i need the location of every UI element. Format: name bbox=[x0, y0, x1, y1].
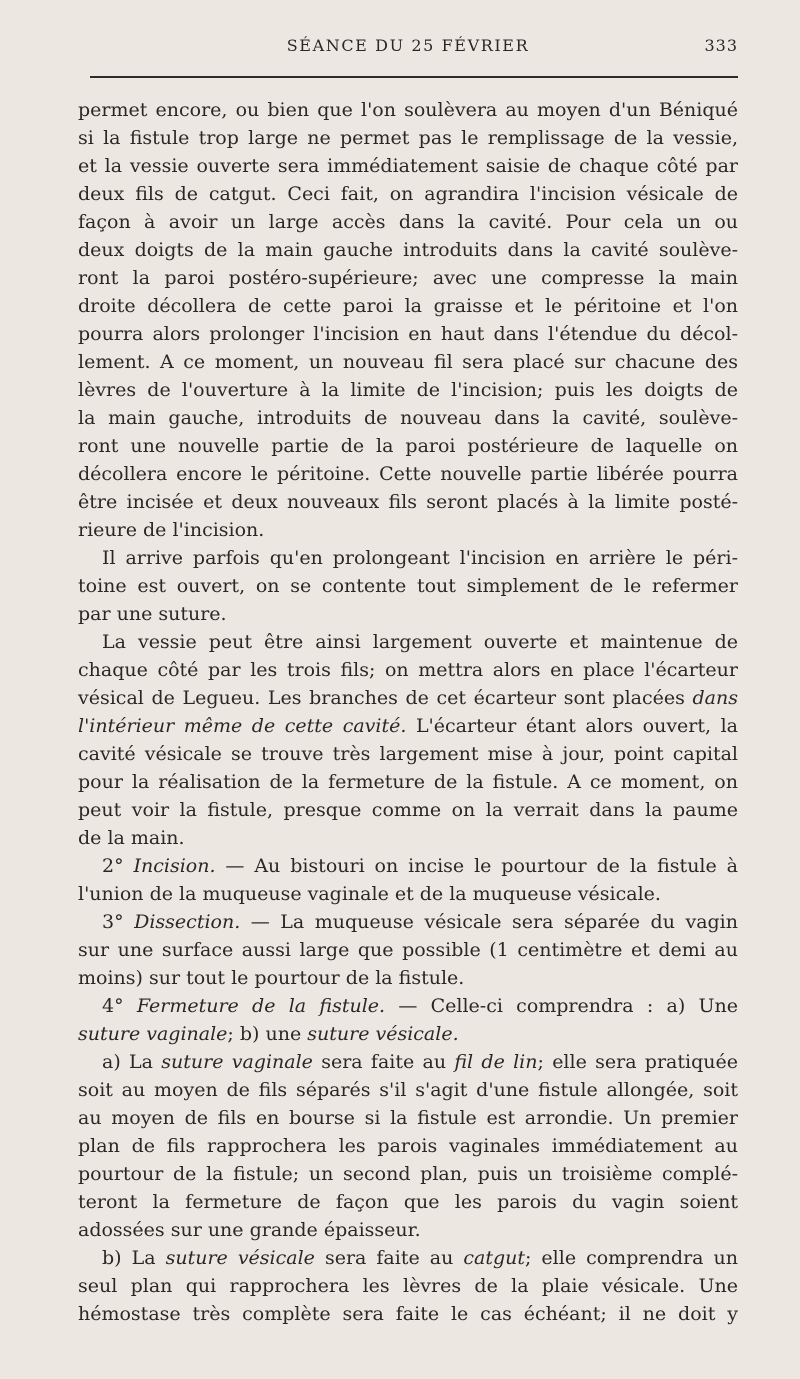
text-line: a) La suture vaginale sera faite au fil de lin; elle sera pratiquée bbox=[102, 1051, 738, 1073]
text-line: décollera encore le péritoine. Cette nouvelle partie libérée pourra bbox=[78, 463, 738, 485]
text-line: ront la paroi postéro-supérieure; avec une compresse la main bbox=[78, 267, 738, 289]
text-line: adossées sur une grande épaisseur. bbox=[78, 1219, 421, 1241]
text-line: être incisée et deux nouveaux fils seront placés à la limite posté- bbox=[78, 491, 738, 513]
body-text bbox=[78, 96, 738, 1328]
text-line: rieure de l'incision. bbox=[78, 519, 265, 541]
text-line: b) La suture vésicale sera faite au catgut; elle comprendra un bbox=[102, 1247, 738, 1269]
text-line: lèvres de l'ouverture à la limite de l'incision; puis les doigts de bbox=[78, 379, 738, 401]
text-line: et la vessie ouverte sera immédiatement saisie de chaque côté par bbox=[78, 155, 738, 177]
text-line: soit au moyen de fils séparés s'il s'agit d'une fistule allongée, soit bbox=[78, 1079, 738, 1101]
text-line: deux fils de catgut. Ceci fait, on agrandira l'incision vésicale de bbox=[78, 183, 738, 205]
text-line: chaque côté par les trois fils; on mettra alors en place l'écarteur bbox=[78, 659, 738, 681]
text-line: pourtour de la fistule; un second plan, puis un troisième complé- bbox=[78, 1163, 738, 1185]
text-line: l'union de la muqueuse vaginale et de la muqueuse vésicale. bbox=[78, 883, 661, 905]
text-line: hémostase très complète sera faite le cas échéant; il ne doit y bbox=[78, 1303, 738, 1325]
running-head bbox=[78, 36, 738, 66]
text-line: au moyen de fils en bourse si la fistule est arrondie. Un premier bbox=[78, 1107, 738, 1129]
text-line: de la main. bbox=[78, 827, 185, 849]
text-line: teront la fermeture de façon que les parois du vagin soient bbox=[78, 1191, 738, 1213]
text-line: la main gauche, introduits de nouveau dans la cavité, soulève- bbox=[78, 407, 738, 429]
text-line: si la fistule trop large ne permet pas le remplissage de la vessie, bbox=[78, 127, 738, 149]
text-line: La vessie peut être ainsi largement ouverte et maintenue de bbox=[102, 631, 738, 653]
text-line: 3° Dissection. — La muqueuse vésicale sera séparée du vagin bbox=[102, 911, 738, 933]
text-line: toine est ouvert, on se contente tout simplement de le refermer bbox=[78, 575, 738, 597]
text-line: suture vaginale; b) une suture vésicale. bbox=[78, 1023, 459, 1045]
text-line: façon à avoir un large accès dans la cavité. Pour cela un ou bbox=[78, 211, 738, 233]
text-line: vésical de Legueu. Les branches de cet écarteur sont placées dans bbox=[78, 687, 738, 709]
header-rule bbox=[90, 76, 738, 78]
text-line: l'intérieur même de cette cavité. L'écarteur étant alors ouvert, la bbox=[78, 715, 739, 737]
text-line: pour la réalisation de la fermeture de la fistule. A ce moment, on bbox=[78, 771, 738, 793]
text-line: deux doigts de la main gauche introduits dans la cavité soulève- bbox=[78, 239, 738, 261]
text-line: 2° Incision. — Au bistouri on incise le pourtour de la fistule à bbox=[102, 855, 738, 877]
running-head-title: SÉANCE DU 25 FÉVRIER bbox=[286, 36, 530, 55]
text-line: ront une nouvelle partie de la paroi postérieure de laquelle on bbox=[78, 435, 738, 457]
text-line: pourra alors prolonger l'incision en haut dans l'étendue du décol- bbox=[78, 323, 738, 345]
page-number: 333 bbox=[704, 36, 738, 55]
text-line: seul plan qui rapprochera les lèvres de la plaie vésicale. Une bbox=[78, 1275, 738, 1297]
text-line: droite décollera de cette paroi la graisse et le péritoine et l'on bbox=[78, 295, 738, 317]
text-line: lement. A ce moment, un nouveau fil sera placé sur chacune des bbox=[78, 351, 738, 373]
text-line: par une suture. bbox=[78, 603, 227, 625]
text-line: peut voir la fistule, presque comme on la verrait dans la paume bbox=[78, 799, 738, 821]
text-line: sur une surface aussi large que possible (1 centimètre et demi au bbox=[78, 939, 738, 961]
text-line: cavité vésicale se trouve très largement mise à jour, point capital bbox=[78, 743, 738, 765]
text-line: plan de fils rapprochera les parois vaginales immédiatement au bbox=[78, 1135, 738, 1157]
text-line: Il arrive parfois qu'en prolongeant l'incision en arrière le péri- bbox=[102, 547, 738, 569]
text-line: 4° Fermeture de la fistule. — Celle-ci comprendra : a) Une bbox=[102, 995, 738, 1017]
text-line: moins) sur tout le pourtour de la fistule. bbox=[78, 967, 465, 989]
text-line: permet encore, ou bien que l'on soulèvera au moyen d'un Béniqué bbox=[78, 99, 738, 121]
